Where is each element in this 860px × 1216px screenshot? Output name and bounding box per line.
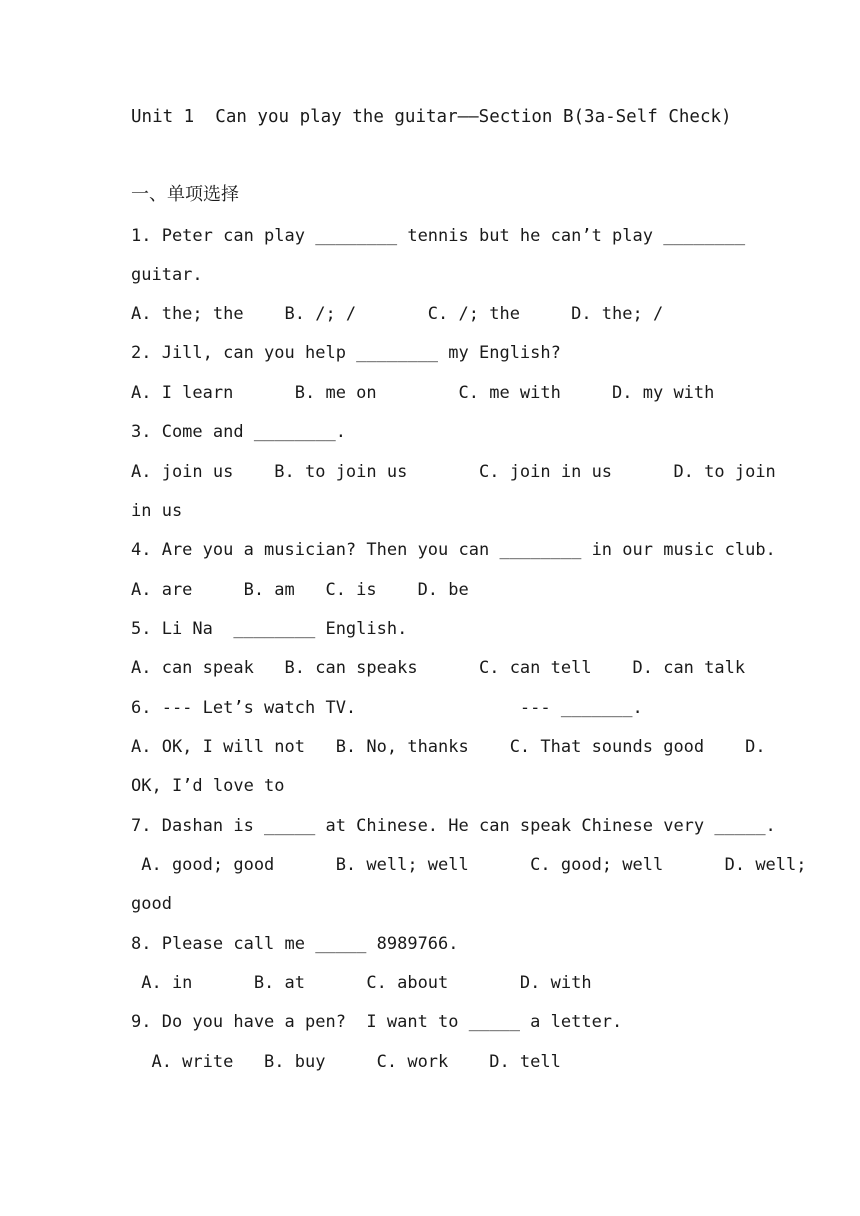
question-1-options: A. the; the B. /; / C. /; the D. the; / xyxy=(131,304,664,324)
question-8: 8. Please call me _____ 8989766. xyxy=(131,934,459,954)
question-6-options: A. OK, I will not B. No, thanks C. That sounds good D. xyxy=(131,737,766,757)
question-3: 3. Come and ________. xyxy=(131,422,346,442)
question-2: 2. Jill, can you help ________ my English? xyxy=(131,343,561,363)
question-5-options: A. can speak B. can speaks C. can tell D. can talk xyxy=(131,658,746,678)
question-6: 6. --- Let’s watch TV. --- _______. xyxy=(131,698,643,718)
section-heading: 一、单项选择 xyxy=(131,184,239,205)
question-9: 9. Do you have a pen? I want to _____ a letter. xyxy=(131,1012,623,1032)
question-3-options: A. join us B. to join us C. join in us D. to join xyxy=(131,462,776,482)
question-4: 4. Are you a musician? Then you can ________ in our music club. xyxy=(131,540,776,560)
question-2-options: A. I learn B. me on C. me with D. my with xyxy=(131,383,715,403)
question-9-options: A. write B. buy C. work D. tell xyxy=(131,1052,561,1072)
question-6-options-cont: OK, I’d love to xyxy=(131,776,285,796)
question-7-options: A. good; good B. well; well C. good; well D. well; xyxy=(131,855,807,875)
document-title: Unit 1 Can you play the guitar——Section B(3a-Self Check) xyxy=(131,107,732,127)
question-5: 5. Li Na ________ English. xyxy=(131,619,408,639)
question-3-options-cont: in us xyxy=(131,501,183,521)
question-8-options: A. in B. at C. about D. with xyxy=(131,973,592,993)
question-7-options-cont: good xyxy=(131,894,172,914)
question-1-line-1: 1. Peter can play ________ tennis but he can’t play ________ xyxy=(131,226,746,246)
question-4-options: A. are B. am C. is D. be xyxy=(131,580,469,600)
question-1-line-2: guitar. xyxy=(131,265,203,285)
question-7: 7. Dashan is _____ at Chinese. He can speak Chinese very _____. xyxy=(131,816,776,836)
